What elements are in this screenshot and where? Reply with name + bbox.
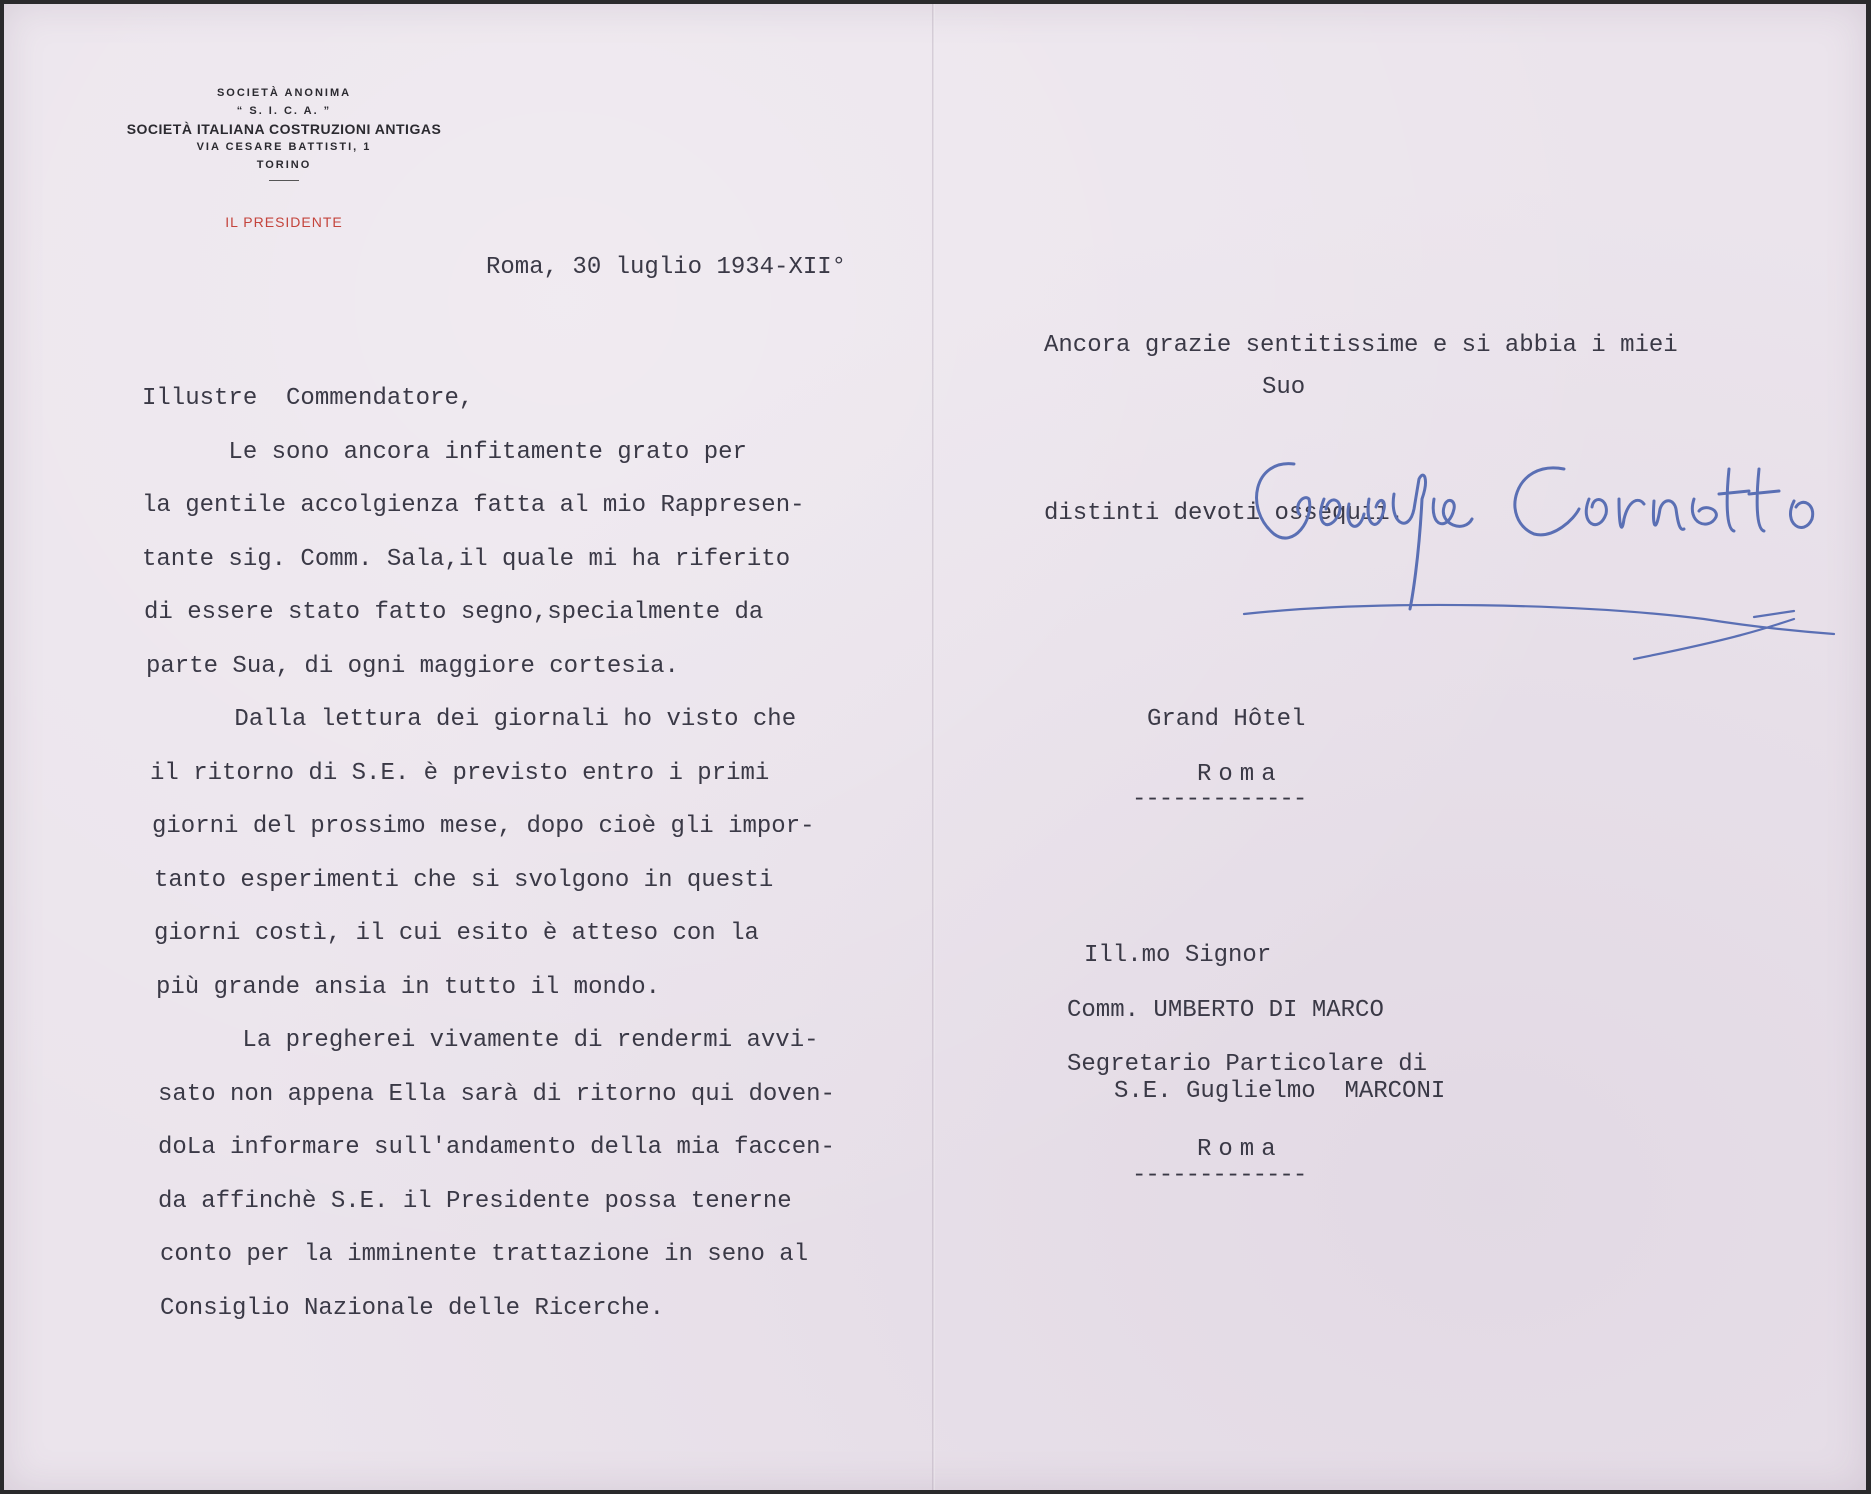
- body-line: conto per la imminente trattazione in seno al: [160, 1241, 809, 1268]
- body-line: la gentile accolgienza fatta al mio Rappresen-: [142, 492, 805, 519]
- address-hotel-rule: -------------: [1132, 786, 1307, 813]
- closing-line-2: distinti devoti ossequii.: [1044, 500, 1405, 527]
- body-line: di essere stato fatto segno,specialmente da: [144, 599, 764, 626]
- letterhead-acronym: “ S. I. C. A. ”: [236, 105, 332, 117]
- recipient-title: Segretario Particolare di: [1067, 1051, 1428, 1078]
- body-line: il ritorno di S.E. è previsto entro i primi: [150, 759, 770, 787]
- letterhead-rule: [269, 180, 299, 181]
- body-line: parte Sua, di ogni maggiore cortesia.: [146, 652, 679, 680]
- letterhead-company-type: SOCIETÀ ANONIMA: [216, 87, 352, 99]
- body-line: giorni costì, il cui esito è atteso con la: [154, 920, 759, 947]
- body-line: Consiglio Nazionale delle Ricerche.: [160, 1294, 665, 1322]
- body-line: giorni del prossimo mese, dopo cioè gli impor-: [152, 813, 815, 840]
- body-line: tanto esperimenti che si svolgono in questi: [154, 866, 774, 894]
- closing-suo: Suo: [1262, 374, 1306, 401]
- body-line: La pregherei vivamente di rendermi avvi-: [156, 1027, 819, 1054]
- body-line: tante sig. Comm. Sala,il quale mi ha riferito: [142, 545, 791, 573]
- page-fold: [932, 4, 935, 1490]
- address-hotel-city: Roma: [1197, 761, 1283, 788]
- recipient-salutation: Ill.mo Signor: [1084, 942, 1272, 969]
- recipient-rule: -------------: [1132, 1162, 1307, 1189]
- body-line: Dalla lettura dei giornali ho visto che: [148, 706, 797, 733]
- letterhead-street: VIA CESARE BATTISTI, 1: [196, 141, 372, 153]
- letter-body: [142, 372, 835, 1335]
- body-line: da affinchè S.E. il Presidente possa tenerne: [158, 1187, 792, 1215]
- handwritten-signature: [1234, 439, 1864, 669]
- letter-sheet: [4, 4, 1866, 1490]
- body-line: Le sono ancora infitamente grato per: [142, 438, 747, 466]
- body-line: doLa informare sull'andamento della mia faccen-: [158, 1134, 835, 1161]
- letterhead-role: IL PRESIDENTE: [225, 214, 343, 230]
- body-line: Illustre Commendatore,: [142, 385, 474, 412]
- letterhead-company-name: SOCIETÀ ITALIANA COSTRUZIONI ANTIGAS: [126, 121, 442, 137]
- recipient-name: Comm. UMBERTO DI MARCO: [1067, 997, 1384, 1024]
- closing-line-1: Ancora grazie sentitissime e si abbia i miei: [1044, 332, 1678, 359]
- letter-date: Roma, 30 luglio 1934-XII°: [486, 254, 847, 281]
- body-line: più grande ansia in tutto il mondo.: [156, 973, 661, 1001]
- letterhead: [84, 84, 484, 181]
- recipient-city: Roma: [1197, 1136, 1283, 1163]
- body-line: sato non appena Ella sarà di ritorno qui doven-: [158, 1080, 835, 1108]
- recipient-employer: S.E. Guglielmo MARCONI: [1114, 1078, 1446, 1105]
- address-hotel-name: Grand Hôtel: [1147, 706, 1306, 733]
- letterhead-city: TORINO: [256, 159, 312, 171]
